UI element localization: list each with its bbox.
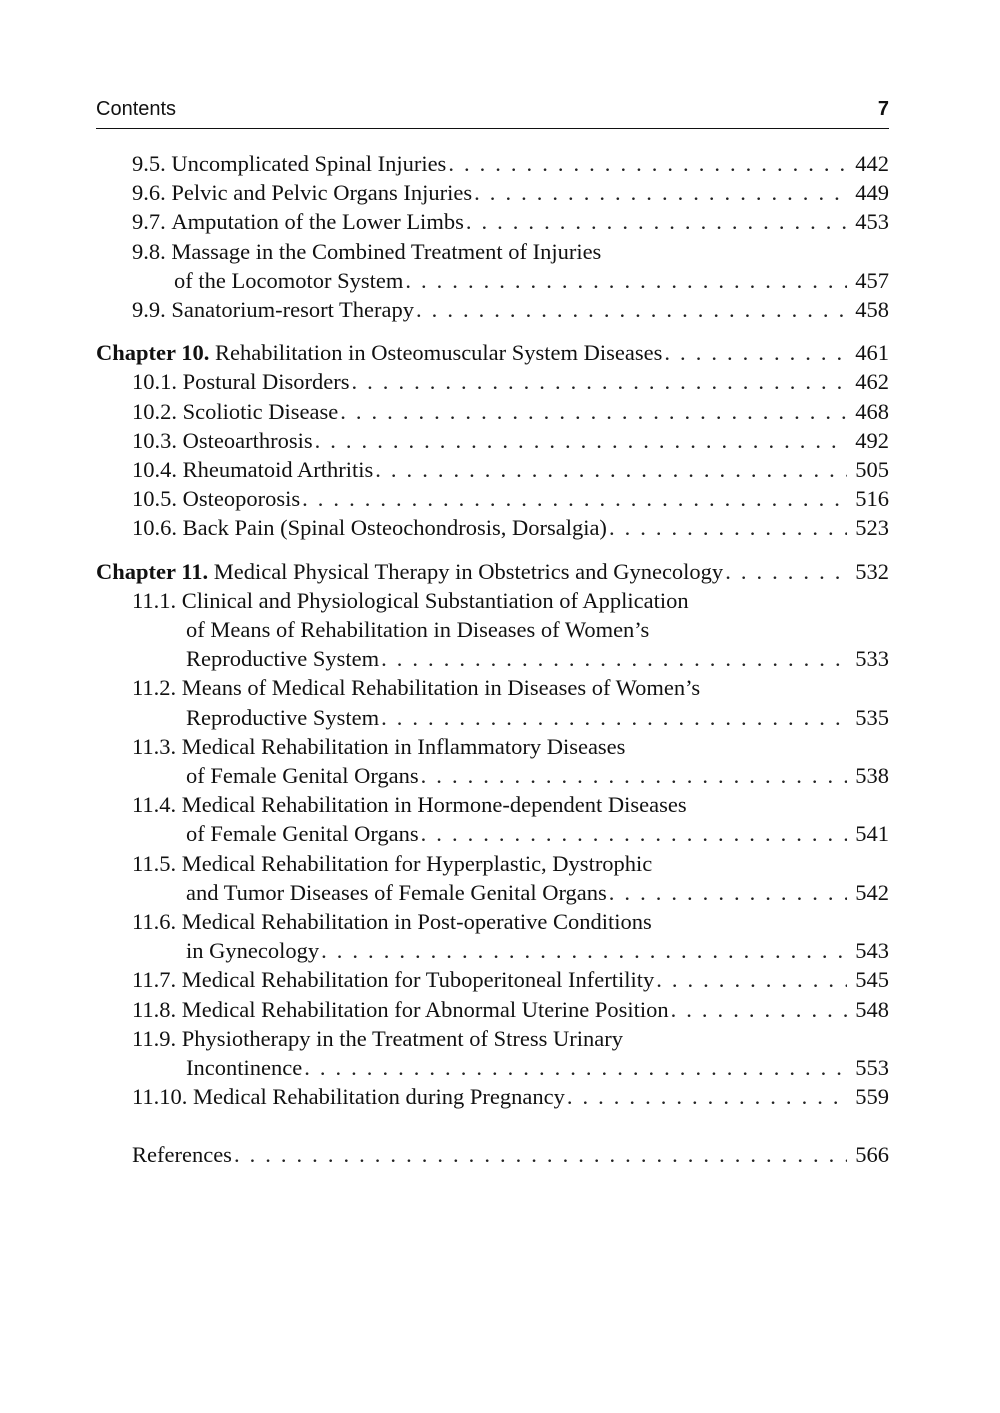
dot-leader: [421, 761, 847, 790]
entry-page: 541: [855, 821, 889, 847]
entry-number: 11.5.: [132, 850, 182, 876]
dot-leader: [381, 644, 847, 673]
entry-page: 516: [855, 486, 889, 512]
toc-chapter-10[interactable]: [96, 338, 889, 367]
chapter-label: Chapter 10.: [96, 340, 210, 366]
entry-title: Postural Disorders: [182, 369, 350, 395]
entry-number: 11.3.: [132, 733, 182, 759]
entry-number: 10.2.: [132, 398, 183, 424]
toc-entry-9-7[interactable]: [96, 207, 889, 236]
running-header: [96, 96, 889, 129]
entry-page: 442: [855, 151, 889, 176]
toc-chapter-11[interactable]: [96, 557, 889, 586]
entry-title-line-1: Means of Medical Rehabilitation in Diseases of Women’s: [181, 675, 701, 701]
toc-entry-10-1[interactable]: [96, 367, 889, 396]
entry-number: 10.6.: [132, 515, 183, 541]
entry-title: Scoliotic Disease: [182, 398, 339, 424]
toc-entry-11-1[interactable]: [96, 586, 889, 674]
entry-number: 11.4.: [132, 792, 182, 818]
toc-entry-11-8[interactable]: [96, 995, 889, 1024]
page-number: 7: [877, 98, 889, 120]
toc-entry-11-10[interactable]: [96, 1082, 889, 1111]
entry-title-line-1: Medical Rehabilitation in Hormone-dependent Diseases: [181, 792, 687, 818]
entry-number: 10.4.: [132, 457, 183, 483]
entry-page: 542: [855, 879, 889, 905]
dot-leader: [381, 703, 847, 732]
dot-leader: [416, 295, 847, 324]
dot-leader: [352, 367, 848, 396]
entry-title-line-2: Incontinence: [186, 1055, 303, 1081]
entry-page: 449: [855, 180, 889, 206]
toc-entry-10-2[interactable]: [96, 397, 889, 426]
dot-leader: [609, 878, 847, 907]
chapter-title: Medical Physical Therapy in Obstetrics and Gynecology: [213, 558, 724, 584]
entry-page: 462: [855, 369, 889, 395]
entry-title-line-2: in Gynecology: [186, 938, 320, 964]
toc-entry-9-5[interactable]: [96, 149, 889, 178]
entry-number: 11.2.: [132, 675, 182, 701]
dot-leader: [304, 1053, 847, 1082]
dot-leader: [474, 178, 847, 207]
entry-number: 10.3.: [132, 427, 183, 453]
dot-leader: [567, 1082, 847, 1111]
dot-leader: [234, 1140, 847, 1169]
dot-leader: [448, 149, 847, 178]
entry-number: 10.5.: [132, 486, 183, 512]
entry-page: 468: [855, 398, 889, 424]
toc-entry-11-9[interactable]: [96, 1024, 889, 1082]
entry-number: 11.7.: [132, 967, 182, 993]
entry-title: Pelvic and Pelvic Organs Injuries: [171, 180, 473, 206]
dot-leader: [315, 426, 847, 455]
entry-title: Back Pain (Spinal Osteochondrosis, Dorsalgia): [182, 515, 607, 541]
toc-entry-references[interactable]: [96, 1140, 889, 1169]
running-header-title: Contents: [96, 98, 177, 120]
entry-title: Osteoporosis: [182, 486, 301, 512]
entry-page: 532: [855, 558, 889, 584]
toc-entry-11-7[interactable]: [96, 965, 889, 994]
dot-leader: [405, 266, 847, 295]
entry-page: 457: [855, 267, 889, 293]
entry-title-line-1: Physiotherapy in the Treatment of Stress Urinary: [181, 1025, 623, 1051]
toc-entry-11-2[interactable]: [96, 673, 889, 731]
entry-number: 11.9.: [132, 1025, 182, 1051]
entry-number: 11.1.: [132, 587, 182, 613]
entry-title-line-2: and Tumor Diseases of Female Genital Organs: [186, 879, 607, 905]
dot-leader: [321, 936, 847, 965]
entry-page: 458: [855, 297, 889, 323]
entry-page: 505: [855, 457, 889, 483]
entry-title-line-3: Reproductive System: [186, 646, 380, 672]
entry-page: 533: [855, 646, 889, 672]
toc-entry-10-4[interactable]: [96, 455, 889, 484]
entry-page: 566: [855, 1141, 889, 1167]
entry-page: 492: [855, 427, 889, 453]
toc-entry-9-8[interactable]: [96, 237, 889, 295]
entry-title-line-1: Massage in the Combined Treatment of Injuries: [171, 238, 602, 264]
entry-number: 9.9.: [132, 297, 172, 323]
entry-title: Medical Rehabilitation for Abnormal Uterine Position: [181, 996, 669, 1022]
entry-number: 11.8.: [132, 996, 182, 1022]
entry-title-line-2: of Means of Rehabilitation in Diseases of Women’s: [186, 617, 650, 643]
toc-entry-11-4[interactable]: [96, 790, 889, 848]
dot-leader: [671, 995, 847, 1024]
entry-page: 523: [855, 515, 889, 541]
entry-title: Uncomplicated Spinal Injuries: [171, 151, 447, 176]
entry-title-line-1: Medical Rehabilitation in Post-operative Conditions: [181, 909, 652, 935]
entry-title: Sanatorium-resort Therapy: [171, 297, 415, 323]
toc-entry-9-9[interactable]: [96, 295, 889, 324]
entry-title-line-1: Medical Rehabilitation for Hyperplastic, Dystrophic: [181, 850, 653, 876]
entry-title-line-2: of Female Genital Organs: [186, 763, 419, 789]
entry-number: 9.8.: [132, 238, 172, 264]
dot-leader: [656, 965, 847, 994]
dot-leader: [302, 484, 847, 513]
chapter-title: Rehabilitation in Osteomuscular System Diseases: [214, 340, 663, 366]
entry-title: References: [132, 1141, 232, 1167]
entry-title: Osteoarthrosis: [182, 427, 313, 453]
entry-page: 545: [855, 967, 889, 993]
entry-page: 453: [855, 209, 889, 235]
entry-title: Rheumatoid Arthritis: [182, 457, 374, 483]
dot-leader: [340, 397, 847, 426]
entry-number: 10.1.: [132, 369, 183, 395]
dot-leader: [421, 819, 847, 848]
entry-page: 535: [855, 704, 889, 730]
entry-number: 11.6.: [132, 909, 182, 935]
entry-page: 553: [855, 1055, 889, 1081]
toc-entry-10-6[interactable]: [96, 513, 889, 542]
toc-entry-9-6[interactable]: [96, 178, 889, 207]
table-of-contents: [96, 149, 889, 1169]
dot-leader: [664, 338, 847, 367]
entry-title-line-1: Clinical and Physiological Substantiation of Application: [181, 587, 689, 613]
entry-page: 559: [855, 1084, 889, 1110]
entry-title: Medical Rehabilitation for Tuboperitoneal Infertility: [181, 967, 655, 993]
dot-leader: [375, 455, 847, 484]
entry-title-line-1: Medical Rehabilitation in Inflammatory Diseases: [181, 733, 626, 759]
toc-entry-10-3[interactable]: [96, 426, 889, 455]
toc-entry-11-3[interactable]: [96, 732, 889, 790]
entry-page: 543: [855, 938, 889, 964]
entry-page: 538: [855, 763, 889, 789]
dot-leader: [725, 557, 847, 586]
entry-title-line-2: Reproductive System: [186, 704, 380, 730]
chapter-label: Chapter 11.: [96, 558, 209, 584]
entry-title: Amputation of the Lower Limbs: [171, 209, 464, 235]
entry-page: 461: [855, 340, 889, 366]
entry-number: 11.10.: [132, 1084, 194, 1110]
dot-leader: [466, 207, 847, 236]
entry-title-line-2: of the Locomotor System: [174, 267, 404, 293]
entry-title: Medical Rehabilitation during Pregnancy: [193, 1084, 565, 1110]
entry-number: 9.5.: [132, 151, 172, 176]
dot-leader: [609, 513, 847, 542]
entry-title-line-2: of Female Genital Organs: [186, 821, 419, 847]
toc-entry-11-5[interactable]: [96, 849, 889, 907]
entry-number: 9.7.: [132, 209, 172, 235]
toc-entry-11-6[interactable]: [96, 907, 889, 965]
entry-page: 548: [855, 996, 889, 1022]
toc-entry-10-5[interactable]: [96, 484, 889, 513]
entry-number: 9.6.: [132, 180, 172, 206]
